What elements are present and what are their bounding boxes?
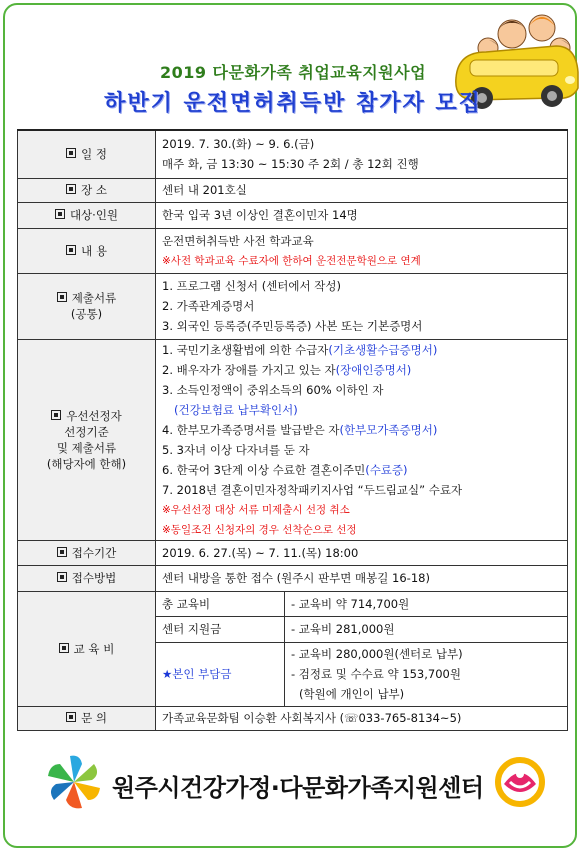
row-target — [18, 202, 568, 228]
fee-total-label: 총 교육비 — [162, 596, 211, 611]
period-value: 2019. 6. 27.(목) ~ 7. 11.(목) 18:00 — [162, 545, 359, 560]
square-bullet-icon — [66, 245, 76, 255]
priority-note: ※우선선정 대상 서류 미제출시 선정 취소 — [162, 503, 350, 516]
center-pinwheel-logo — [44, 752, 104, 812]
row-inquiry — [18, 706, 568, 730]
square-bullet-icon — [59, 643, 69, 653]
square-bullet-icon — [66, 712, 76, 722]
square-bullet-icon — [55, 209, 65, 219]
fee-self-line: - 검정료 및 수수료 약 153,700원 — [291, 667, 461, 681]
schedule-dates: 2019. 7. 30.(화) ~ 9. 6.(금) — [162, 137, 315, 152]
row-method — [18, 565, 568, 591]
method-header: 접수방법 — [18, 565, 156, 591]
fee-self-line: (학원에 개인이 납부) — [299, 687, 405, 701]
priority-item: 1. 국민기초생활법에 의한 수급자(기초생활수급증명서) — [162, 342, 438, 357]
square-bullet-icon — [66, 184, 76, 194]
inquiry-value: 가족교육문화팀 이승환 사회복지사 (☏033-765-8134~5) — [162, 711, 462, 725]
content-header: 내 용 — [18, 228, 156, 273]
info-table — [17, 129, 568, 731]
square-bullet-icon — [57, 292, 67, 302]
schedule-header: 일 정 — [18, 130, 156, 178]
square-bullet-icon — [66, 148, 76, 158]
row-place — [18, 178, 568, 202]
content-value: 운전면허취득반 사전 학과교육 — [162, 233, 314, 248]
event-title: 하반기 운전면허취득반 참가자 모집 — [104, 91, 482, 116]
fee-header: 교 육 비 — [18, 591, 156, 706]
priority-note: ※동일조건 신청자의 경우 선착순으로 선정 — [162, 523, 357, 536]
target-value: 한국 입국 3년 이상인 결혼이민자 14명 — [162, 208, 358, 222]
document-item: 1. 프로그램 신청서 (센터에서 작성) — [162, 279, 341, 293]
square-bullet-icon — [57, 547, 67, 557]
square-bullet-icon — [51, 410, 61, 420]
place-value: 센터 내 201호실 — [162, 183, 247, 197]
priority-item: 6. 한국어 3단계 이상 수료한 결혼이주민(수료증) — [162, 462, 408, 477]
fee-self-label: ★본인 부담금 — [162, 667, 232, 681]
priority-item: 5. 3자녀 이상 다자녀를 둔 자 — [162, 442, 310, 457]
center-name: 원주시건강가정·다문화가족지원센터 — [112, 774, 484, 802]
fee-center-label: 센터 지원금 — [162, 622, 222, 636]
fee-center-value: - 교육비 281,000원 — [291, 622, 395, 636]
place-header: 장 소 — [18, 178, 156, 202]
priority-item: 3. 소득인정액이 중위소득의 60% 이하인 자 — [162, 382, 384, 397]
schedule-times: 매주 화, 금 13:30 ~ 15:30 주 2회 / 총 12회 진행 — [162, 157, 419, 172]
documents-header: 제출서류 (공통) — [18, 273, 156, 339]
inquiry-header: 문 의 — [18, 706, 156, 730]
row-period — [18, 540, 568, 565]
period-header: 접수기간 — [18, 540, 156, 565]
priority-item: 4. 한부모가족증명서를 발급받은 자(한부모가족증명서) — [162, 422, 438, 437]
family-emblem-logo — [494, 752, 546, 812]
document-item: 3. 외국인 등록증(주민등록증) 사본 또는 기본증명서 — [162, 319, 423, 333]
square-bullet-icon — [57, 572, 67, 582]
event-subtitle: 2019 다문화가족 취업교육지원사업 — [159, 63, 427, 82]
priority-item: 7. 2018년 결혼이민자정착패키지사업 “두드림교실” 수료자 — [162, 482, 463, 497]
document-item: 2. 가족관계증명서 — [162, 299, 255, 313]
target-header: 대상·인원 — [18, 202, 156, 228]
row-priority — [18, 339, 568, 540]
content-note: ※사전 학과교육 수료자에 한하여 운전전문학원으로 연계 — [162, 254, 421, 267]
row-content — [18, 228, 568, 273]
row-fee-total — [18, 591, 568, 616]
priority-header: 우선선정자 선정기준 및 제출서류 (해당자에 한해) — [18, 339, 156, 540]
fee-self-line: - 교육비 280,000원(센터로 납부) — [291, 647, 463, 661]
row-documents — [18, 273, 568, 339]
priority-item: 2. 배우자가 장애를 가지고 있는 자(장애인증명서) — [162, 362, 412, 377]
fee-total-value: - 교육비 약 714,700원 — [291, 596, 410, 611]
row-schedule — [18, 130, 568, 178]
priority-item-doc: (건강보험료 납부확인서) — [174, 402, 298, 417]
method-value: 센터 내방을 통한 접수 (원주시 판부면 매봉길 16-18) — [162, 571, 430, 585]
